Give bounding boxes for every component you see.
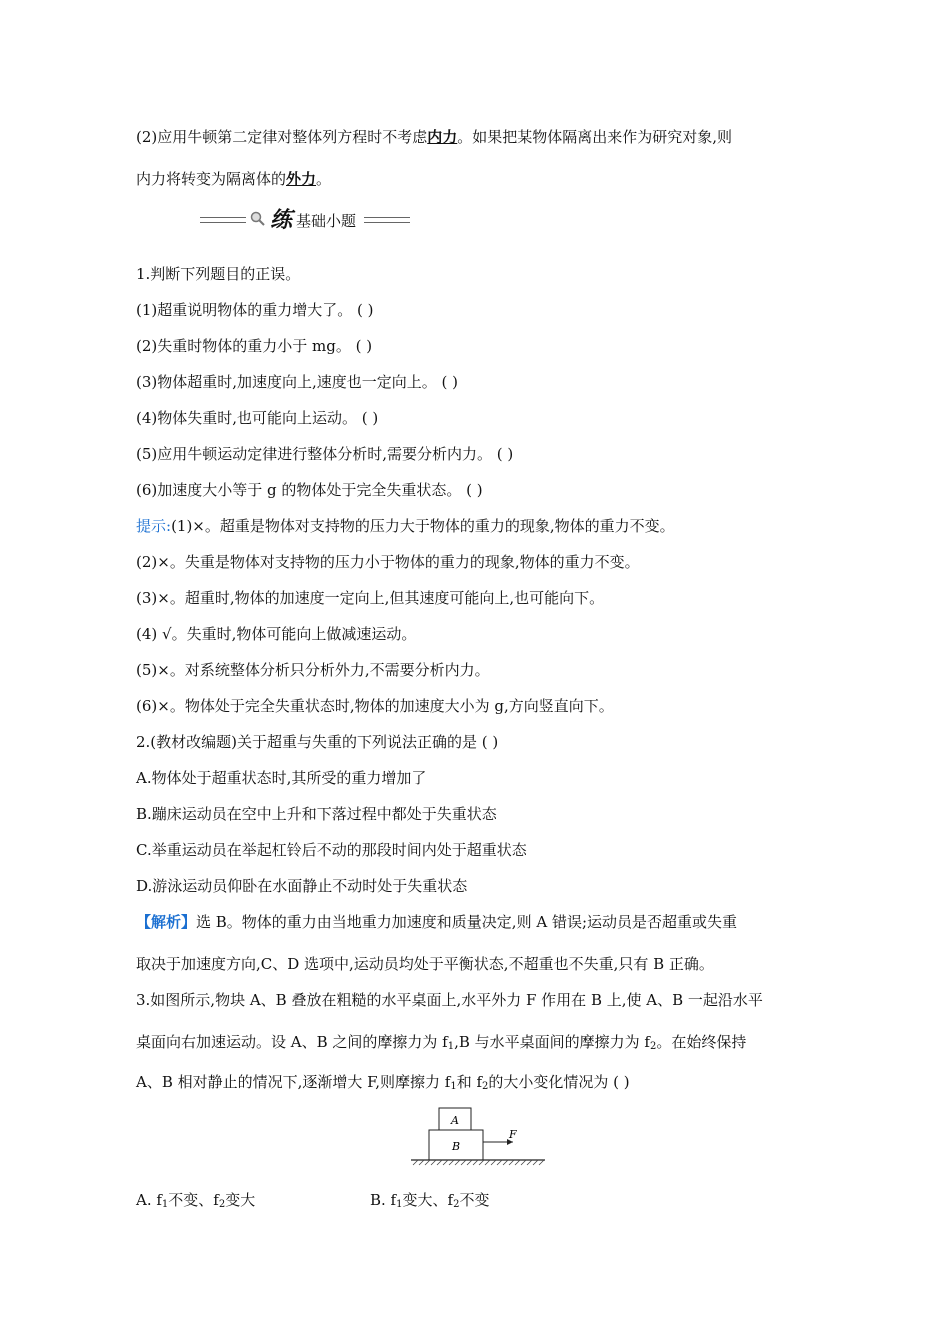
analysis-label: 【解析】 [136,913,197,931]
q3-text: B. f [370,1191,397,1209]
subscript: 2 [218,1199,226,1210]
q1-item: (3)物体超重时,加速度向上,速度也一定向上。 ( ) [136,373,459,391]
q3-option-a [136,1191,255,1209]
q3-line-2 [136,1031,746,1053]
subscript: 1 [450,1081,457,1092]
block-b-label: B [451,1140,461,1153]
q3-text: 变大、f [402,1191,454,1209]
hint-text: (1)×。超重是物体对支持物的压力大于物体的重力的现象,物体的重力不变。 [171,517,675,535]
force-label: F [509,1128,517,1141]
banner-rule-right [364,217,410,223]
q2-stem: 2.(教材改编题)关于超重与失重的下列说法正确的是 ( ) [136,733,499,751]
q3-text: A、B 相对静止的情况下,逐渐增大 F,则摩擦力 f [136,1073,451,1091]
q3-line-3 [136,1071,630,1093]
subscript: 1 [396,1199,403,1210]
q1-item: (5)应用牛顿运动定律进行整体分析时,需要分析内力。 ( ) [136,445,514,463]
term-internal-force: 内力 [427,128,458,146]
q2-option-b: B.蹦床运动员在空中上升和下落过程中都处于失重状态 [136,805,497,823]
q3-text: 不变 [459,1191,490,1209]
q3-text: 变大 [225,1191,256,1209]
q1-item: (4)物体失重时,也可能向上运动。 ( ) [136,409,379,427]
subscript: 2 [482,1081,489,1092]
q3-text: 的大小变化情况为 ( ) [488,1073,630,1091]
q3-text: 。在始终保持 [656,1033,747,1051]
term-external-force: 外力 [286,170,317,188]
q3-options-row [136,1189,255,1211]
hint-line: (2)×。失重是物体对支持物的压力小于物体的重力的现象,物体的重力不变。 [136,553,640,571]
q2-option-c: C.举重运动员在举起杠铃后不动的那段时间内处于超重状态 [136,841,527,859]
q2-option-a: A.物体处于超重状态时,其所受的重力增加了 [136,769,427,787]
q1-item: (2)失重时物体的重力小于 mg。 ( ) [136,337,373,355]
q3-text: ,B 与水平桌面间的摩擦力为 f [454,1033,650,1051]
hint-line: (5)×。对系统整体分析只分析外力,不需要分析内力。 [136,661,490,679]
hint-line [136,515,675,537]
intro-text: (2)应用牛顿第二定律对整体列方程时不考虑 [136,128,428,146]
q3-text: 和 f [456,1073,483,1091]
q1-item: (6)加速度大小等于 g 的物体处于完全失重状态。 ( ) [136,481,483,499]
q3-option-b [370,1189,489,1211]
blocks-figure [405,1102,555,1170]
intro-line-1 [136,126,732,148]
subscript: 2 [453,1199,460,1210]
intro-text: 。 [316,170,332,188]
hint-line: (6)×。物体处于完全失重状态时,物体的加速度大小为 g,方向竖直向下。 [136,697,614,715]
q3-line-1: 3.如图所示,物块 A、B 叠放在粗糙的水平桌面上,水平外力 F 作用在 B 上,使 A、B 一起沿水平 [136,991,763,1009]
intro-text: 。如果把某物体隔离出来作为研究对象,则 [457,128,733,146]
subscript: 2 [649,1041,657,1052]
q1-item: (1)超重说明物体的重力增大了。 ( ) [136,301,374,319]
q3-text: A. f [136,1191,162,1209]
intro-text: 内力将转变为隔离体的 [136,170,287,188]
hint-line: (4) √。失重时,物体可能向上做减速运动。 [136,625,417,643]
intro-line-2 [136,168,331,190]
hint-line: (3)×。超重时,物体的加速度一定向上,但其速度可能向上,也可能向下。 [136,589,605,607]
banner-rule-left [200,217,246,223]
practice-glyph: 练 [270,207,293,233]
banner-title: 基础小题 [296,212,357,230]
subscript: 1 [161,1199,169,1210]
subscript: 1 [447,1041,455,1052]
q2-analysis-line-1 [136,911,737,933]
block-a-label: A [451,1114,459,1127]
magnifier-icon [250,211,266,227]
q2-option-d: D.游泳运动员仰卧在水面静止不动时处于失重状态 [136,877,468,895]
analysis-text: 选 B。物体的重力由当地重力加速度和质量决定,则 A 错误;运动员是否超重或失重 [196,913,738,931]
q3-text: 不变、f [168,1191,219,1209]
q1-stem: 1.判断下列题目的正误。 [136,265,301,283]
section-banner [200,205,420,235]
hint-label: 提示: [136,517,172,535]
q2-analysis-line-2: 取决于加速度方向,C、D 选项中,运动员均处于平衡状态,不超重也不失重,只有 B 正确。 [136,955,714,973]
ground-hatching [413,1160,544,1165]
q3-text: 桌面向右加速运动。设 A、B 之间的摩擦力为 f [136,1033,448,1051]
